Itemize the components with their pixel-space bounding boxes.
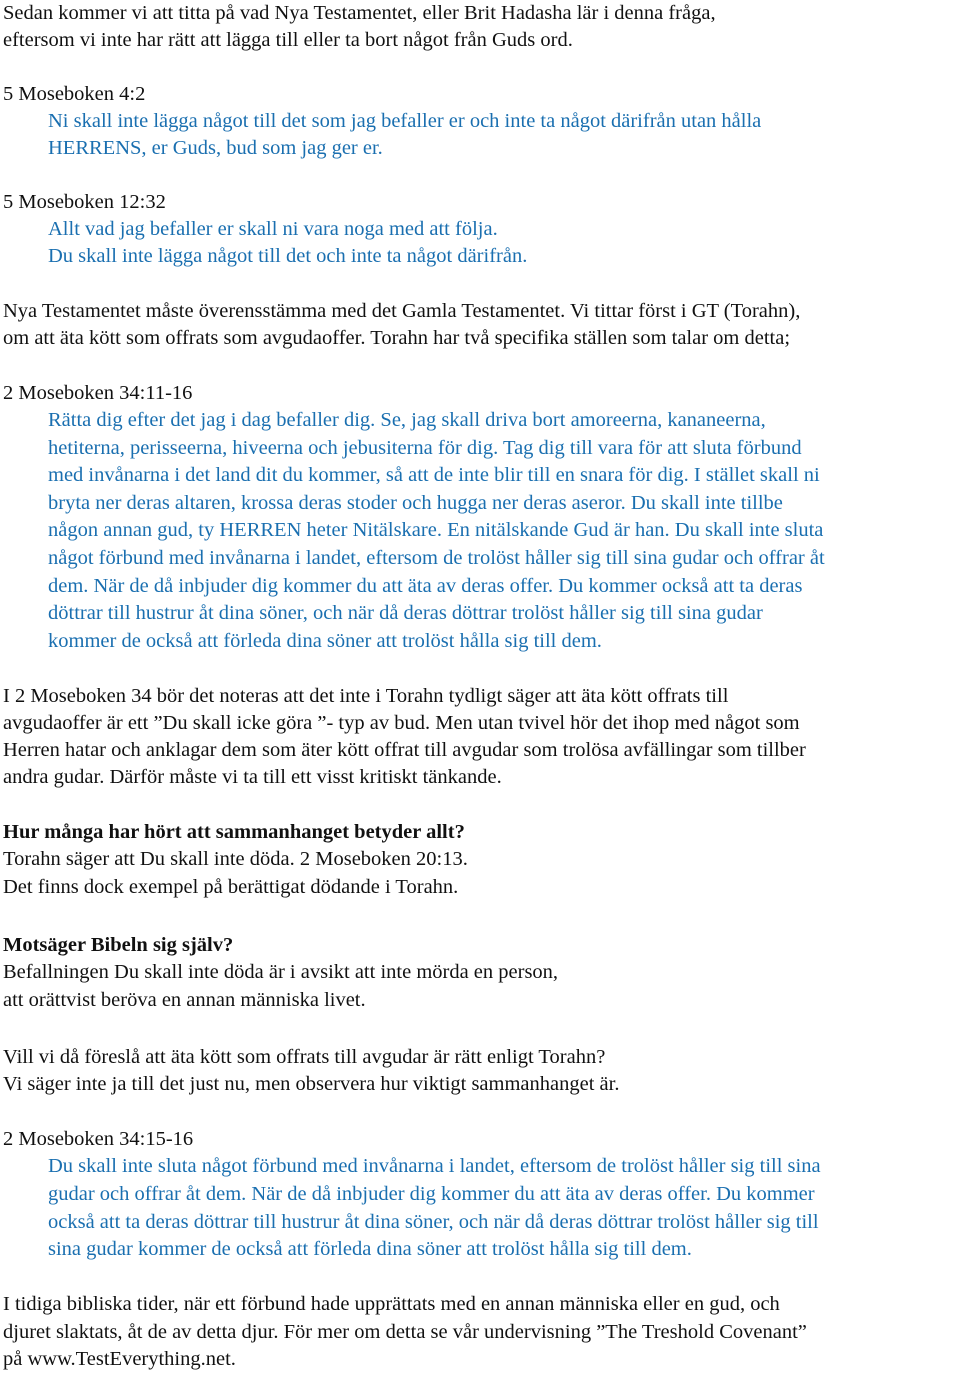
text-line: Sedan kommer vi att titta på vad Nya Testamentet, eller Brit Hadasha lär i denna fråga,: [3, 2, 716, 24]
text-line: 5 Moseboken 12:32: [3, 191, 166, 213]
quote-line: Rätta dig efter det jag i dag befaller dig. Se, jag skall driva bort amoreerna, kananeerna,: [48, 409, 766, 431]
text-line: eftersom vi inte har rätt att lägga till eller ta bort något från Guds ord.: [3, 29, 573, 51]
quote-line: någon annan gud, ty HERREN heter Nitälskare. En nitälskande Gud är han. Du skall inte sluta: [48, 519, 824, 541]
quote-line: döttrar till hustrur åt dina söner, och när då deras döttrar trolöst håller sig till sina gudar: [48, 602, 763, 624]
text-line: att orättvist beröva en annan människa livet.: [3, 989, 366, 1011]
quote-line: gudar och offrar åt dem. När de då inbjuder dig kommer du att äta av deras offer. Du kommer: [48, 1183, 815, 1205]
text-line: Herren hatar och anklagar dem som äter kött offrat till avgudar som trolösa avfällingar som tillber: [3, 739, 806, 761]
text-line: Torahn säger att Du skall inte döda. 2 Moseboken 20:13.: [3, 848, 468, 870]
text-line: I 2 Moseboken 34 bör det noteras att det inte i Torahn tydligt säger att äta kött offrats till: [3, 685, 729, 707]
quote-line: dem. När de då inbjuder dig kommer du att äta av deras offer. Du kommer också att ta deras: [48, 575, 803, 597]
text-line: Vill vi då föreslå att äta kött som offrats till avgudar är rätt enligt Torahn?: [3, 1046, 606, 1068]
text-line: Vi säger inte ja till det just nu, men observera hur viktigt sammanhanget är.: [3, 1073, 620, 1095]
text-line: I tidiga bibliska tider, när ett förbund hade upprättats med en annan människa eller en gud, och: [3, 1293, 780, 1315]
text-line: avgudaoffer är ett ”Du skall icke göra ”- typ av bud. Men utan tvivel hör det ihop med något som: [3, 712, 800, 734]
text-line: andra gudar. Därför måste vi ta till ett visst kritiskt tänkande.: [3, 766, 502, 788]
quote-line: bryta ner deras altaren, krossa deras stoder och hugga ner deras aseror. Du skall inte tillbe: [48, 492, 783, 514]
quote-line: HERRENS, er Guds, bud som jag ger er.: [48, 137, 383, 159]
quote-line: sina gudar kommer de också att förleda dina söner att trolöst hålla sig till dem.: [48, 1238, 692, 1260]
text-line: Nya Testamentet måste överensstämma med det Gamla Testamentet. Vi tittar först i GT (Torahn),: [3, 300, 801, 322]
text-line: på www.TestEverything.net.: [3, 1348, 236, 1370]
quote-line: Du skall inte lägga något till det och inte ta något därifrån.: [48, 245, 528, 267]
heading-line: Motsäger Bibeln sig själv?: [3, 934, 234, 956]
text-line: djuret slaktats, åt de av detta djur. För mer om detta se vår undervisning ”The Treshold Covenant”: [3, 1321, 807, 1343]
quote-line: Allt vad jag befaller er skall ni vara noga med att följa.: [48, 218, 498, 240]
text-line: Befallningen Du skall inte döda är i avsikt att inte mörda en person,: [3, 961, 559, 983]
quote-line: kommer de också att förleda dina söner att trolöst hålla sig till dem.: [48, 630, 602, 652]
text-line: 2 Moseboken 34:11-16: [3, 382, 193, 404]
text-line: Det finns dock exempel på berättigat dödande i Torahn.: [3, 876, 459, 898]
quote-line: något förbund med invånarna i landet, eftersom de trolöst håller sig till sina gudar och offrar åt: [48, 547, 825, 569]
text-line: 5 Moseboken 4:2: [3, 83, 146, 105]
quote-line: hetiterna, perisseerna, hiveerna och jebusiterna för dig. Tag dig till vara för att sluta förbund: [48, 437, 802, 459]
quote-line: också att ta deras döttrar till hustrur åt dina söner, och när då deras döttrar trolöst håller sig till: [48, 1211, 819, 1233]
quote-line: med invånarna i det land dit du kommer, så att de inte blir till en snara för dig. I stället skall ni: [48, 464, 820, 486]
heading-line: Hur många har hört att sammanhanget betyder allt?: [3, 821, 465, 843]
quote-line: Ni skall inte lägga något till det som jag befaller er och inte ta något därifrån utan hålla: [48, 110, 762, 132]
text-line: om att äta kött som offrats som avgudaoffer. Torahn har två specifika ställen som talar om detta;: [3, 327, 791, 349]
quote-line: Du skall inte sluta något förbund med invånarna i landet, eftersom de trolöst håller sig till sina: [48, 1155, 821, 1177]
text-line: 2 Moseboken 34:15-16: [3, 1128, 194, 1150]
